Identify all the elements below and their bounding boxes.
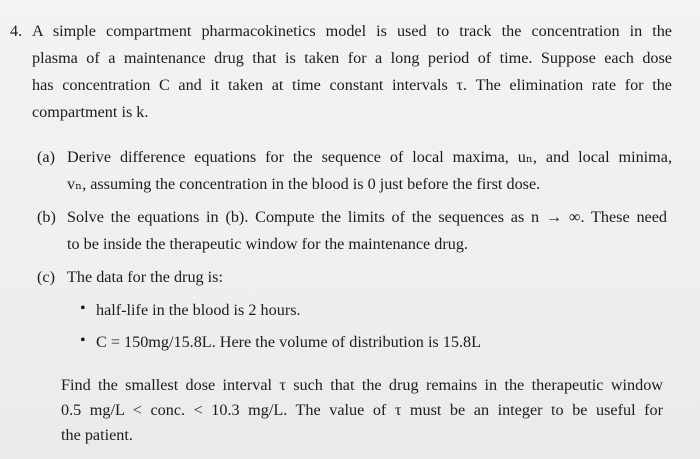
- bullet-2: C = 150mg/15.8L. Here the volume of distribution is 15.8L: [96, 333, 481, 351]
- intro-line-3: has concentration C and it taken at time constant intervals τ. The elimination rate for the: [32, 76, 672, 94]
- part-a-label: (a): [37, 148, 55, 166]
- part-c-line-1: The data for the drug is:: [67, 268, 223, 286]
- part-b-line-2: to be inside the therapeutic window for the maintenance drug.: [67, 235, 468, 253]
- problem-number: 4.: [10, 22, 23, 40]
- part-b-line-1: Solve the equations in (b). Compute the limits of the sequences as n → ∞. These need: [67, 208, 667, 226]
- intro-line-4: compartment is k.: [32, 103, 149, 121]
- part-c-after-2: 0.5 mg/L < conc. < 10.3 mg/L. The value of τ must be an integer to be useful for: [61, 401, 663, 419]
- part-c-after-1: Find the smallest dose interval τ such that the drug remains in the therapeutic window: [61, 376, 663, 394]
- part-c-label: (c): [37, 268, 55, 286]
- intro-line-2: plasma of a maintenance drug that is taken for a long period of time. Suppose each dose: [32, 49, 672, 67]
- part-c-after-3: the patient.: [61, 426, 133, 444]
- bullet-marker: •: [80, 332, 86, 349]
- part-a-line-1: Derive difference equations for the sequence of local maxima, uₙ, and local minima,: [67, 148, 672, 166]
- bullet-1: half-life in the blood is 2 hours.: [96, 301, 301, 319]
- part-b-label: (b): [37, 208, 56, 226]
- part-a-line-2: vₙ, assuming the concentration in the blood is 0 just before the first dose.: [67, 175, 541, 193]
- intro-line-1: A simple compartment pharmacokinetics model is used to track the concentration in the: [32, 22, 672, 40]
- bullet-marker: •: [80, 300, 86, 317]
